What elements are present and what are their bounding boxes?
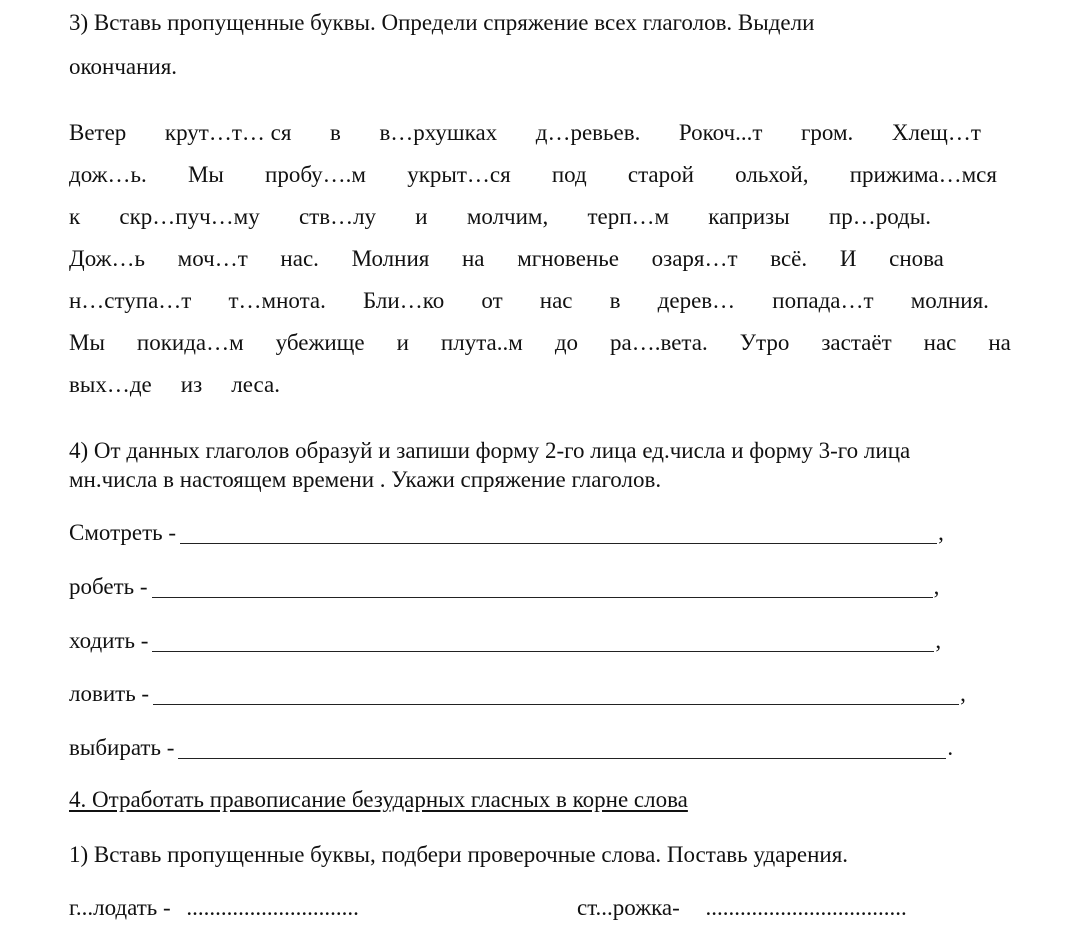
text-row	[69, 163, 997, 186]
verb-label: выбирать -	[69, 735, 175, 760]
word: молчим,	[466, 204, 549, 229]
word: Мы	[69, 330, 105, 355]
word: пробу….м	[265, 162, 366, 187]
word: Утро	[739, 330, 790, 355]
answer-line[interactable]	[152, 577, 933, 598]
word: Дож…ь	[69, 246, 145, 271]
word: д…ревьев.	[535, 120, 641, 145]
verb-label: ходить -	[69, 628, 149, 653]
word: крут…т… ся	[164, 120, 292, 145]
answer-row	[69, 736, 953, 759]
text-row	[69, 121, 981, 144]
answer-line[interactable]	[152, 631, 934, 652]
word: старой	[627, 162, 694, 187]
row-end: .	[947, 735, 954, 760]
word: Молния	[351, 246, 430, 271]
task4-heading-line2: мн.числа в настоящем времени . Укажи спряжение глаголов.	[69, 467, 662, 492]
word: Ветер	[69, 120, 127, 145]
row-end: ,	[935, 628, 942, 653]
row-end: ,	[960, 681, 966, 706]
word: нас	[923, 330, 957, 355]
verb-label: Смотреть -	[69, 520, 177, 545]
word: Мы	[187, 162, 224, 187]
task3-heading-line2: окончания.	[69, 54, 178, 79]
verb-label: ловить -	[69, 681, 150, 706]
word: в	[329, 120, 341, 145]
word: нас.	[280, 246, 319, 271]
word: моч…т	[177, 246, 248, 271]
text-row	[69, 373, 280, 396]
word: нас	[539, 288, 573, 313]
word: на	[462, 246, 485, 271]
word: прижима…мся	[849, 162, 997, 187]
word: попада…т	[772, 288, 874, 313]
answer-line[interactable]	[178, 738, 946, 759]
word: до	[554, 330, 579, 355]
word: в	[609, 288, 621, 313]
answer-row	[69, 521, 944, 544]
word: дерев…	[657, 288, 736, 313]
word: Бли…ко	[363, 288, 445, 313]
word: и	[415, 204, 428, 229]
word: терп…м	[587, 204, 670, 229]
word: гром.	[800, 120, 854, 145]
word: ра….вета.	[610, 330, 708, 355]
row-end: ,	[933, 574, 940, 599]
text-row	[69, 331, 1011, 354]
text-row	[69, 247, 944, 270]
word: на	[988, 330, 1011, 355]
text-row	[69, 289, 989, 312]
answer-dots[interactable]: ..............................	[186, 895, 359, 920]
word: к	[69, 204, 81, 229]
word-with-gap: г...лодать -	[69, 895, 171, 920]
word: молния.	[910, 288, 989, 313]
word: всё.	[770, 246, 808, 271]
word: н…ступа…т	[69, 288, 192, 313]
word: плута..м	[440, 330, 523, 355]
word: под	[551, 162, 587, 187]
word: пр…роды.	[828, 204, 931, 229]
word-with-gap: ст...рожка-	[577, 895, 680, 920]
task3-heading-line1: 3) Вставь пропущенные буквы. Определи спряжение всех глаголов. Выдели	[69, 10, 815, 35]
task4-heading-line1: 4) От данных глаголов образуй и запиши форму 2-го лица ед.числа и форму 3-го лица	[69, 438, 911, 463]
word: т…мнота.	[228, 288, 326, 313]
exercise-right	[577, 896, 907, 919]
word: мгновенье	[517, 246, 619, 271]
word: убежище	[275, 330, 365, 355]
word: леса.	[231, 372, 280, 397]
word: от	[481, 288, 503, 313]
answer-row	[69, 575, 939, 598]
word: скр…пуч…му	[119, 204, 260, 229]
word: И	[839, 246, 857, 271]
answer-row	[69, 682, 966, 705]
word: дож…ь.	[69, 162, 147, 187]
section4-task1-heading: 1) Вставь пропущенные буквы, подбери проверочные слова. Поставь ударения.	[69, 842, 849, 867]
text-row	[69, 205, 931, 228]
word: застаёт	[821, 330, 892, 355]
word: укрыт…ся	[407, 162, 511, 187]
answer-row	[69, 629, 941, 652]
word: из	[180, 372, 203, 397]
section-title: 4. Отработать правописание безударных гласных в корне слова	[69, 787, 688, 812]
word: ств…лу	[298, 204, 377, 229]
word: ольхой,	[735, 162, 809, 187]
word: капризы	[708, 204, 790, 229]
word: снова	[889, 246, 944, 271]
word: Рокоч...т	[678, 120, 763, 145]
word: и	[396, 330, 409, 355]
word: в…рхушках	[379, 120, 498, 145]
answer-line[interactable]	[180, 523, 937, 544]
word: покида…м	[136, 330, 244, 355]
row-end: ,	[938, 520, 944, 545]
answer-dots[interactable]: ...................................	[705, 895, 907, 920]
answer-line[interactable]	[153, 684, 959, 705]
verb-label: робеть -	[69, 574, 148, 599]
word: озаря…т	[651, 246, 738, 271]
word: Хлещ…т	[891, 120, 981, 145]
exercise-left	[69, 896, 359, 919]
word: вых…де	[69, 372, 152, 397]
